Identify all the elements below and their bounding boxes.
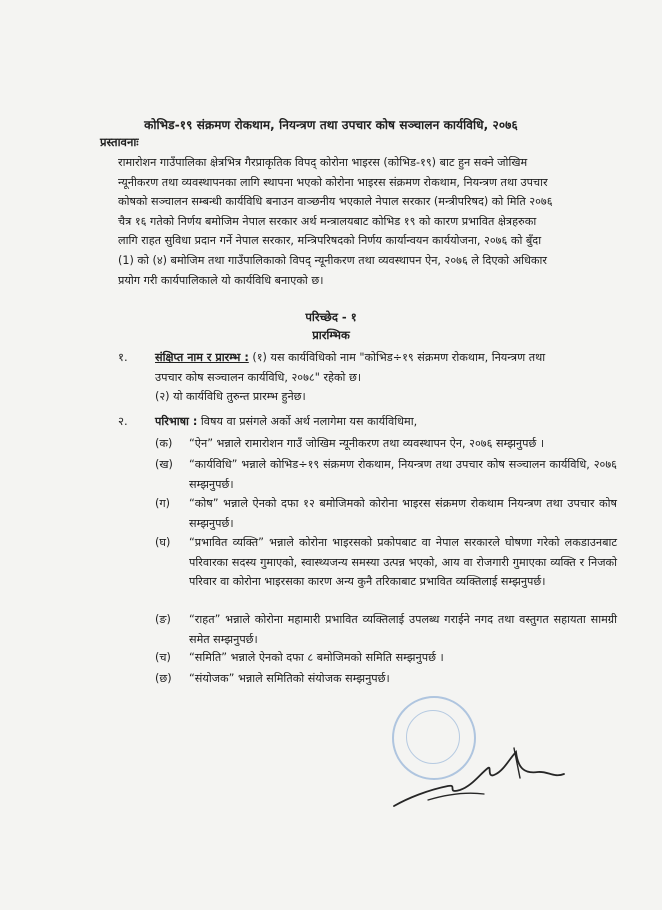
preamble-line: चैत्र १६ गतेको निर्णय बमोजिम नेपाल सरकार अर्थ मन्त्रालयबाट कोभिड १९ को कारण प्रभावित क्षेत्रहरुका bbox=[118, 214, 537, 228]
clause-marker: (ङ) bbox=[155, 613, 171, 626]
chapter-subheading: प्रारम्भिक bbox=[312, 328, 350, 342]
definition-clause bbox=[155, 434, 617, 454]
signature bbox=[388, 728, 568, 818]
definition-clause bbox=[155, 669, 617, 689]
section-line: उपचार कोष सञ्चालन कार्यविधि, २०७८" रहेको छ। bbox=[155, 370, 362, 384]
section-line: (१) यस कार्यविधिको नाम "कोभिड÷१९ संक्रमण रोकथाम, नियन्त्रण तथा bbox=[252, 351, 546, 364]
preamble-paragraph bbox=[118, 153, 600, 290]
section-line: विषय वा प्रसंगले अर्को अर्थ नलागेमा यस कार्यविधिमा, bbox=[200, 415, 418, 428]
chapter-heading: परिच्छेद - १ bbox=[305, 310, 357, 324]
clause-marker: (क) bbox=[155, 437, 173, 450]
section-short-title-commencement bbox=[155, 348, 610, 407]
clause-marker: (ग) bbox=[155, 497, 171, 510]
definition-clause bbox=[155, 455, 617, 494]
section-number: १. bbox=[118, 350, 128, 364]
clause-text: “समिति” भन्नाले ऐनको दफा ८ बमोजिमको समिति सम्झनुपर्छ । bbox=[189, 651, 444, 664]
definition-clause bbox=[155, 533, 617, 592]
section-heading: संक्षिप्त नाम र प्रारम्भ : bbox=[155, 351, 249, 364]
section-heading: परिभाषा : bbox=[155, 415, 198, 428]
clause-text: “ऐन” भन्नाले रामारोशन गाउँ जोखिम न्यूनीकरण तथा व्यवस्थापन ऐन, २०७६ सम्झनुपर्छ । bbox=[189, 437, 545, 450]
clause-marker: (छ) bbox=[155, 672, 172, 685]
clause-text: “राहत” भन्नाले कोरोना महामारी प्रभावित व्यक्तिलाई उपलब्ध गराईने नगद तथा वस्तुगत सहायता सामग्री समेत सम्झनुपर्छ। bbox=[189, 613, 617, 646]
preamble-line: रामारोशन गाउँपालिका क्षेत्रभित्र गैरप्राकृतिक विपद् कोरोना भाइरस (कोभिड-१९) बाट हुन सक्ने जोखिम bbox=[118, 156, 528, 169]
section-definitions bbox=[155, 412, 610, 432]
section-number: २. bbox=[118, 414, 128, 428]
clause-text: “संयोजक” भन्नाले समितिको संयोजक सम्झनुपर्छ। bbox=[189, 672, 390, 685]
definition-clause bbox=[155, 610, 617, 649]
preamble-line: न्यूनीकरण तथा व्यवस्थापनका लागि स्थापना भएको कोरोना भाइरस संक्रमण रोकथाम, नियन्त्रण तथा उपचार bbox=[118, 175, 548, 189]
preamble-heading: प्रस्तावनाः bbox=[100, 135, 139, 149]
section-line: (२) यो कार्यविधि तुरुन्त प्रारम्भ हुनेछ। bbox=[155, 390, 306, 404]
preamble-line: लागि राहत सुविधा प्रदान गर्ने नेपाल सरकार, मन्त्रिपरिषदको निर्णय कार्यान्वयन कार्ययोजना, २०७६ को बुँदा bbox=[118, 234, 542, 248]
clause-text: “कोष” भन्नाले ऐनको दफा १२ बमोजिमको कोरोना भाइरस संक्रमण रोकथाम नियन्त्रण तथा उपचार कोष सम्झनुपर्छ। bbox=[189, 497, 617, 530]
clause-marker: (च) bbox=[155, 651, 171, 664]
preamble-line: कोषको सञ्चालन सम्बन्धी कार्यविधि बनाउन वाञ्छनीय भएकाले नेपाल सरकार (मन्त्रीपरिषद) को मिति २०७६ bbox=[118, 195, 553, 209]
definition-clause bbox=[155, 494, 617, 533]
definition-clause bbox=[155, 648, 617, 668]
preamble-line: प्रयोग गरी कार्यपालिकाले यो कार्यविधि बनाएको छ। bbox=[118, 273, 324, 287]
clause-text: “कार्यविधि” भन्नाले कोभिड÷१९ संक्रमण रोकथाम, नियन्त्रण तथा उपचार कोष सञ्चालन कार्यविधि, २०७६ सम्झनुपर्छ। bbox=[189, 458, 617, 491]
clause-text: “प्रभावित व्यक्ति” भन्नाले कोरोना भाइरसको प्रकोपबाट वा नेपाल सरकारले घोषणा गरेको लकडाउनबाट परिवारका सदस्य गुमाएको, स्वास्थ्यजन्य समस्या उत्पन्न भएको, आय वा रोजगारी गुमाएका व्यक्ति र निजको परिवार वा कोरोना भाइरसका कारण अन्य कुनै तरिकाबाट प्रभावित व्यक्तिलाई सम्झनुपर्छ। bbox=[189, 536, 617, 589]
clause-marker: (घ) bbox=[155, 536, 171, 549]
preamble-line: (1) को (४) बमोजिम तथा गाउँपालिकाको विपद् न्यूनीकरण तथा व्यवस्थापन ऐन, २०७६ ले दिएको अधिकार bbox=[118, 253, 547, 267]
document-title: कोभिड-१९ संक्रमण रोकथाम, नियन्त्रण तथा उपचार कोष सञ्चालन कार्यविधि, २०७६ bbox=[144, 118, 518, 132]
clause-marker: (ख) bbox=[155, 458, 173, 471]
